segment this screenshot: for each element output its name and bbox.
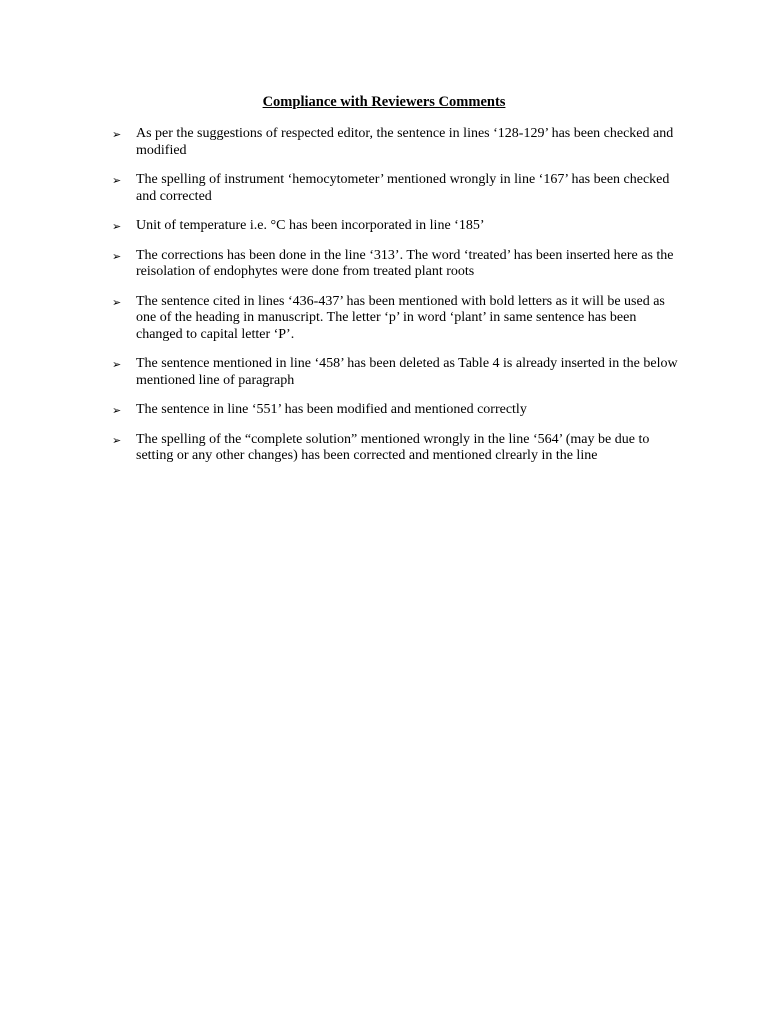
list-item-text: The corrections has been done in the line ‘313’. The word ‘treated’ has been inserted here as the reisolation of endophytes were done from treated plant roots: [136, 247, 674, 279]
arrowhead-bullet-icon: ➢: [112, 174, 122, 187]
list-item: [112, 402, 682, 419]
arrowhead-bullet-icon: ➢: [112, 295, 122, 309]
list-item-text: The sentence in line ‘551’ has been modified and mentioned correctly: [136, 402, 527, 417]
list-item: [112, 126, 682, 159]
arrowhead-bullet-icon: ➢: [112, 433, 122, 447]
list-item: [112, 294, 682, 344]
arrowhead-bullet-icon: ➢: [112, 404, 122, 417]
list-item: [112, 432, 682, 465]
document-title: Compliance with Reviewers Comments: [262, 94, 506, 110]
list-item-text: The spelling of instrument ‘hemocytometer’ mentioned wrongly in line ‘167’ has been checked and corrected: [136, 172, 670, 204]
list-item: [112, 248, 682, 281]
list-item-text: The sentence mentioned in line ‘458’ has been deleted as Table 4 is already inserted in the below mentioned line of paragraph: [136, 356, 678, 388]
list-item-text: Unit of temperature i.e. °C has been incorporated in line ‘185’: [136, 218, 485, 233]
arrowhead-bullet-icon: ➢: [112, 358, 122, 371]
comments-list: [112, 126, 682, 478]
arrowhead-bullet-icon: ➢: [112, 128, 122, 141]
list-item-text: The spelling of the “complete solution” mentioned wrongly in the line ‘564’ (may be due to setting or any other changes) has been corrected and mentioned clrearly in the line: [136, 431, 650, 463]
list-item-text: As per the suggestions of respected editor, the sentence in lines ‘128-129’ has been checked and modified: [136, 126, 674, 158]
list-item: [112, 172, 682, 205]
list-item: [112, 218, 682, 235]
list-item: [112, 356, 682, 389]
arrowhead-bullet-icon: ➢: [112, 220, 122, 233]
list-item-text: The sentence cited in lines ‘436-437’ has been mentioned with bold letters as it will be used as one of the heading in manuscript. The letter ‘p’ in word ‘plant’ in same sentence has been changed to capital letter ‘P’.: [136, 293, 665, 342]
arrowhead-bullet-icon: ➢: [112, 249, 122, 263]
